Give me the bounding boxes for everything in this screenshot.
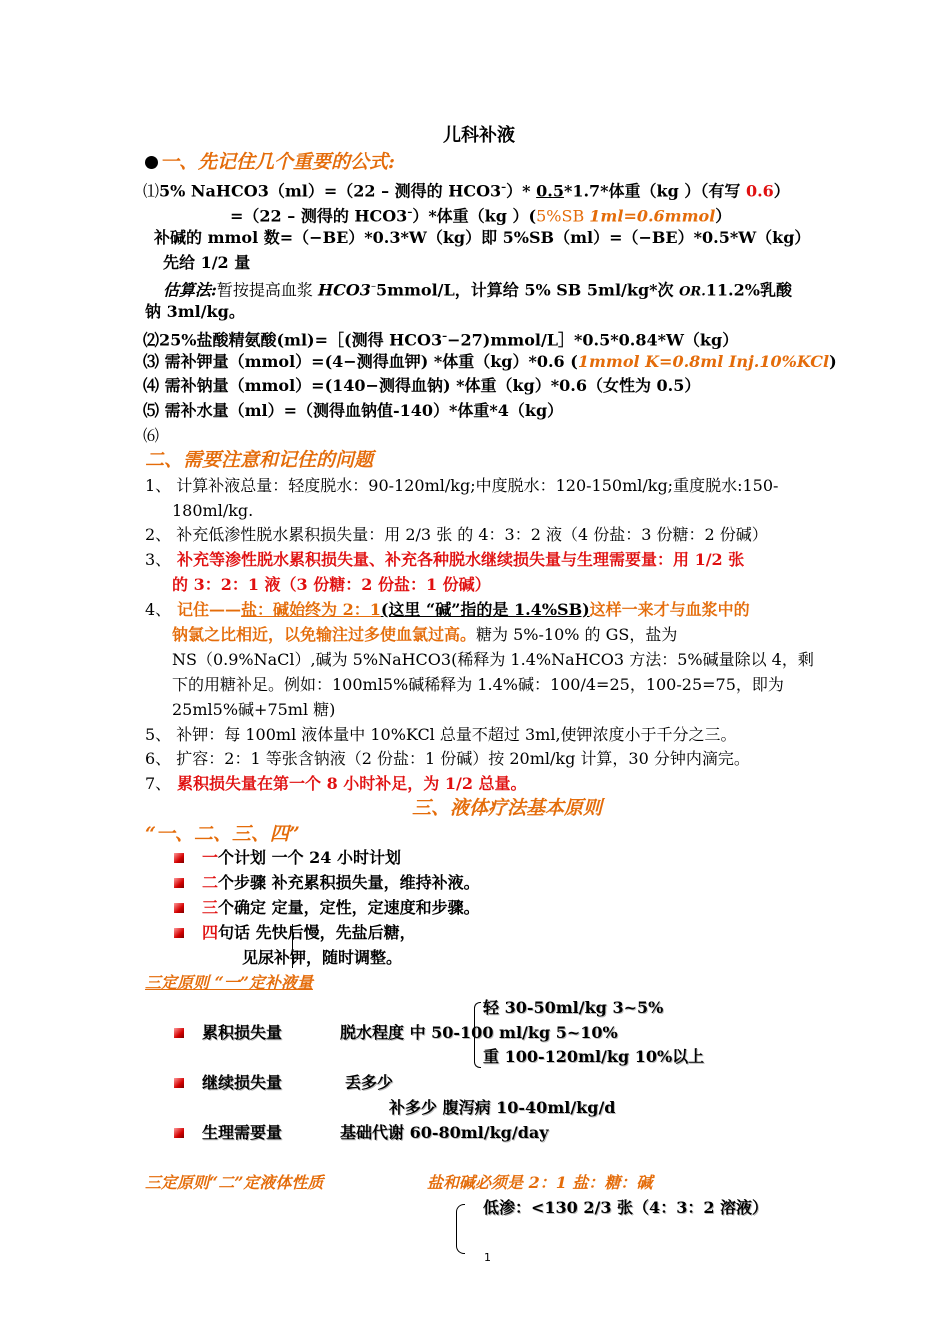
formula-5: ⑸ 需补水量（ml）=（测得血钠值-140）*体重*4（kg） bbox=[143, 401, 564, 420]
estimate-method-line2: 钠 3ml/kg。 bbox=[145, 302, 245, 321]
half-dose: 先给 1/2 量 bbox=[163, 253, 251, 272]
rule-2-note: 盐和碱必须是 2：1 盐：糖：碱 bbox=[427, 1173, 653, 1192]
item-4-line4: 下的用糖补足。例如：100ml5%碱稀释为 1.4%碱：100/4=25，100-25=75，即为 bbox=[172, 675, 784, 694]
item-3-number: 3、 bbox=[145, 550, 172, 569]
page-number: 1 bbox=[484, 1251, 491, 1264]
principle-4-cont: 见尿补钾，随时调整。 bbox=[242, 948, 403, 967]
item-4-line3: NS（0.9%NaCl）,碱为 5%NaHCO3(稀释为 1.4%NaHCO3 方法：5%碱量除以 4，剩 bbox=[172, 650, 814, 669]
formula-4: ⑷ 需补钠量（mmol）=(140−测得血钠) *体重（kg）*0.6（女性为 0.5） bbox=[143, 376, 701, 395]
item-4-number: 4、 bbox=[145, 600, 172, 619]
item-4-line5: 25ml5%碱+75ml 糖) bbox=[172, 700, 336, 719]
item-3: 补充等渗性脱水累积损失量、补充各种脱水继续损失量与生理需要量：用 1/2 张 bbox=[177, 550, 745, 569]
hypotonic-row: 低渗：<130 2/3 张（4：3：2 溶液） bbox=[483, 1198, 769, 1217]
formula-2: ⑵25%盐酸精氨酸(ml)=［(测得 HCO3–−27)mmol/L］*0.5*0.84*W（kg） bbox=[143, 330, 739, 350]
brace-icon bbox=[474, 1002, 481, 1068]
ongoing-loss: 继续损失量 bbox=[202, 1073, 283, 1092]
mild-dehydration: 轻 30-50ml/kg 3~5% bbox=[483, 998, 664, 1017]
item-2: 2、 补充低渗性脱水累积损失量：用 2/3 张 的 4：3：2 液（4 份盐：3 份糖：2 份碱） bbox=[145, 525, 768, 544]
square-bullet-icon bbox=[174, 903, 184, 913]
item-1: 1、 计算补液总量：轻度脱水：90-120ml/kg;中度脱水：120-150ml/kg;重度脱水:150- bbox=[145, 476, 779, 495]
section3-heading: 三、液体疗法基本原则 bbox=[412, 797, 603, 819]
severe-dehydration: 重 100-120ml/kg 10%以上 bbox=[483, 1047, 705, 1066]
cumulative-loss: 累积损失量 bbox=[202, 1023, 283, 1042]
formula-1: ⑴5% NaHCO3（ml）=（22 – 测得的 HCO3–）* 0.5*1.7*体重（kg ）（有写 0.6） bbox=[143, 181, 790, 201]
doc-title: 儿科补液 bbox=[443, 125, 515, 146]
estimate-method: 估算法:暂按提高血浆 HCO3–5mmol/L，计算给 5% SB 5ml/kg*次 OR.11.2%乳酸 bbox=[163, 280, 792, 300]
item-1-cont: 180ml/kg. bbox=[172, 501, 254, 520]
square-bullet-icon bbox=[174, 878, 184, 888]
rule-1-heading: 三定原则 “一”定补液量 bbox=[145, 973, 313, 992]
square-bullet-icon bbox=[174, 1128, 184, 1138]
section1-heading: 一、先记住几个重要的公式: bbox=[145, 151, 395, 174]
formula-3: ⑶ 需补钾量（mmol）=(4−测得血钾) *体重（kg）*0.6 (1mmol K=0.8ml Inj.10%KCl) bbox=[143, 352, 837, 371]
physiological-need: 生理需要量 bbox=[202, 1123, 283, 1142]
square-bullet-icon bbox=[174, 1078, 184, 1088]
principle-4: 四句话 先快后慢，先盐后糖， bbox=[202, 923, 416, 942]
loss-amount: 丢多少 bbox=[345, 1073, 394, 1092]
item-7-number: 7、 bbox=[145, 774, 172, 793]
section2-heading: 二、需要注意和记住的问题 bbox=[145, 449, 374, 471]
item-4: 记住——盐：碱始终为 2：1(这里 “碱”指的是 1.4%SB)这样一来才与血浆中的 bbox=[177, 600, 750, 619]
brace-icon bbox=[456, 1204, 465, 1254]
principle-2: 二个步骤 补充累积损失量，维持补液。 bbox=[202, 873, 480, 892]
formula-6: ⑹ bbox=[143, 426, 160, 445]
slogan: “一、二、三、四” bbox=[145, 823, 300, 845]
item-7: 累积损失量在第一个 8 小时补足，为 1/2 总量。 bbox=[177, 774, 527, 793]
rule-2-heading: 三定原则“二”定液体性质 bbox=[145, 1173, 324, 1192]
bullet-dot-icon bbox=[145, 156, 158, 169]
item-3-cont: 的 3：2：1 液（3 份糖：2 份盐：1 份碱） bbox=[172, 575, 491, 594]
principle-1: 一个计划 一个 24 小时计划 bbox=[202, 848, 401, 867]
replace-amount: 补多少 腹泻病 10-40ml/kg/d bbox=[389, 1098, 616, 1117]
alkali-formula: 补碱的 mmol 数=（−BE）*0.3*W（kg）即 5%SB（ml）=（−BE）*0.5*W（kg） bbox=[154, 228, 811, 247]
principle-3: 三个确定 定量，定性，定速度和步骤。 bbox=[202, 898, 480, 917]
formula-1-line2: =（22 – 测得的 HCO3–）*体重（kg ）(5%SB 1ml=0.6mmol） bbox=[230, 206, 732, 226]
basal-metabolism: 基础代谢 60-80ml/kg/day bbox=[340, 1123, 549, 1142]
item-4-line2: 钠氯之比相近，以免输注过多使血氯过高。糖为 5%-10% 的 GS，盐为 bbox=[172, 625, 678, 644]
dehydration-degree: 脱水程度 中 50-100 ml/kg 5~10% bbox=[340, 1023, 618, 1042]
square-bullet-icon bbox=[174, 928, 184, 938]
item-6: 6、 扩容：2：1 等张含钠液（2 份盐：1 份碱）按 20ml/kg 计算，30 分钟内滴完。 bbox=[145, 749, 750, 768]
square-bullet-icon bbox=[174, 853, 184, 863]
item-5: 5、 补钾：每 100ml 液体量中 10%KCl 总量不超过 3ml,使钾浓度小于千分之三。 bbox=[145, 725, 737, 744]
square-bullet-icon bbox=[174, 1028, 184, 1038]
